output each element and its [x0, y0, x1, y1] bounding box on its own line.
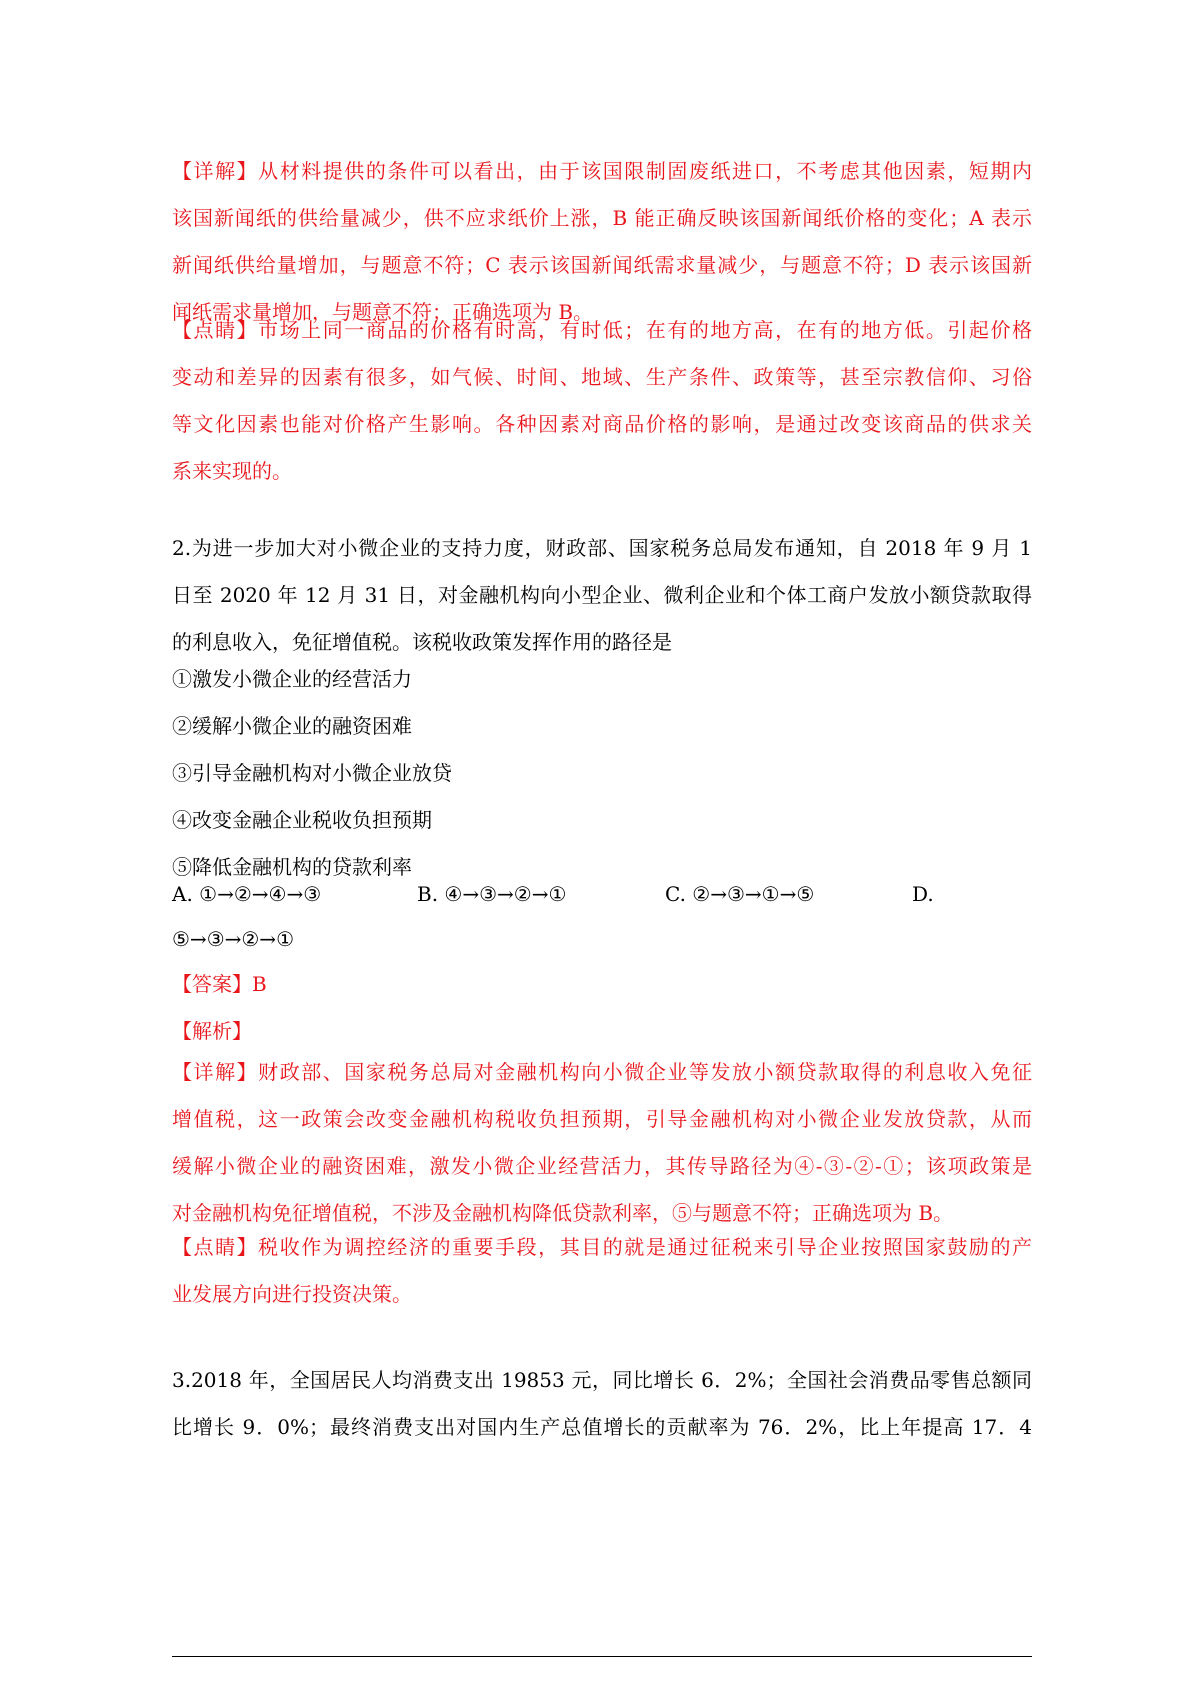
q2-analysis-tag: 【解析】	[172, 1019, 252, 1043]
q3-stem-line: 比增长 9．0%；最终消费支出对国内生产总值增长的贡献率为 76．2%，比上年提高 17．4	[172, 1415, 1032, 1439]
q2-tip-line: 业发展方向进行投资决策。	[172, 1282, 412, 1306]
q3-stem	[172, 1357, 1032, 1451]
document-page	[172, 0, 1032, 1698]
q2-stem-line: 2.为进一步加大对小微企业的支持力度，财政部、国家税务总局发布通知，自 2018 年 9 月 1	[172, 536, 1032, 560]
q2-answer-value: B	[252, 972, 267, 996]
q2-option-d-cont-row	[172, 916, 1032, 963]
footer-rule	[172, 1656, 1032, 1657]
q2-option-d-cont: ⑤→③→②→①	[172, 927, 294, 951]
q2-option-b: B. ④→③→②→①	[417, 882, 567, 906]
q1-tip-tag: 【点睛】	[172, 318, 259, 342]
q2-tip-block	[172, 1224, 1032, 1318]
q2-option-c: C. ②→③→①→⑤	[665, 882, 815, 906]
q2-tip-tag: 【点睛】	[172, 1235, 259, 1259]
q1-tip-line: 变动和差异的因素有很多，如气候、时间、地域、生产条件、政策等，甚至宗教信仰、习俗	[172, 365, 1032, 389]
q2-item: ①激发小微企业的经营活力	[172, 667, 412, 691]
q1-detail-line: 该国新闻纸的供给量减少，供不应求纸价上涨，B 能正确反映该国新闻纸价格的变化；A 表示	[172, 206, 1032, 230]
q2-item: ②缓解小微企业的融资困难	[172, 714, 412, 738]
q1-tip-block	[172, 307, 1032, 495]
q1-detail-line: 新闻纸供给量增加，与题意不符；C 表示该国新闻纸需求量减少，与题意不符；D 表示该国新	[172, 253, 1032, 277]
q2-tip-line: 【点睛】税收作为调控经济的重要手段，其目的就是通过征税来引导企业按照国家鼓励的产	[172, 1235, 1033, 1259]
q3-stem-line: 3.2018 年，全国居民人均消费支出 19853 元，同比增长 6．2%；全国社会消费品零售总额同	[172, 1368, 1032, 1392]
q1-detail-line: 【详解】从材料提供的条件可以看出，由于该国限制固废纸进口，不考虑其他因素，短期内	[172, 159, 1033, 183]
q2-detail-line: 对金融机构免征增值税，不涉及金融机构降低贷款利率，⑤与题意不符；正确选项为 B。	[172, 1201, 954, 1225]
q2-detail-tag: 【详解】	[172, 1060, 259, 1084]
q2-detail-line: 【详解】财政部、国家税务总局对金融机构向小微企业等发放小额贷款取得的利息收入免征	[172, 1060, 1033, 1084]
q2-option-d: D.	[912, 882, 934, 906]
q2-detail-line: 缓解小微企业的融资困难，激发小微企业经营活力，其传导路径为④-③-②-①；该项政策是	[172, 1154, 1032, 1178]
q2-item: ③引导金融机构对小微企业放贷	[172, 761, 452, 785]
q2-answer-tag: 【答案】	[172, 972, 252, 996]
q2-stem-line: 日至 2020 年 12 月 31 日，对金融机构向小型企业、微利企业和个体工商户发放小额贷款取得	[172, 583, 1032, 607]
q2-item: ④改变金融企业税收负担预期	[172, 808, 432, 832]
q2-answer-block	[172, 961, 1032, 1055]
q2-option-a: A. ①→②→④→③	[172, 882, 322, 906]
q1-detail-tag: 【详解】	[172, 159, 259, 183]
q2-detail-block	[172, 1049, 1032, 1237]
q2-items	[172, 656, 1032, 891]
q2-item: ⑤降低金融机构的贷款利率	[172, 855, 412, 879]
q1-tip-line: 【点睛】市场上同一商品的价格有时高，有时低；在有的地方高，在有的地方低。引起价格	[172, 318, 1033, 342]
q1-detail-line: 闻纸需求量增加，与题意不符；正确选项为 B。	[172, 300, 594, 324]
q2-answer-line	[172, 961, 1032, 1008]
q1-tip-line: 系来实现的。	[172, 459, 292, 483]
q2-options	[172, 871, 1032, 918]
q2-stem-line: 的利息收入，免征增值税。该税收政策发挥作用的路径是	[172, 630, 672, 654]
q1-tip-line: 等文化因素也能对价格产生影响。各种因素对商品价格的影响，是通过改变该商品的供求关	[172, 412, 1032, 436]
q2-detail-line: 增值税，这一政策会改变金融机构税收负担预期，引导金融机构对小微企业发放贷款，从而	[172, 1107, 1032, 1131]
q2-stem	[172, 525, 1032, 666]
